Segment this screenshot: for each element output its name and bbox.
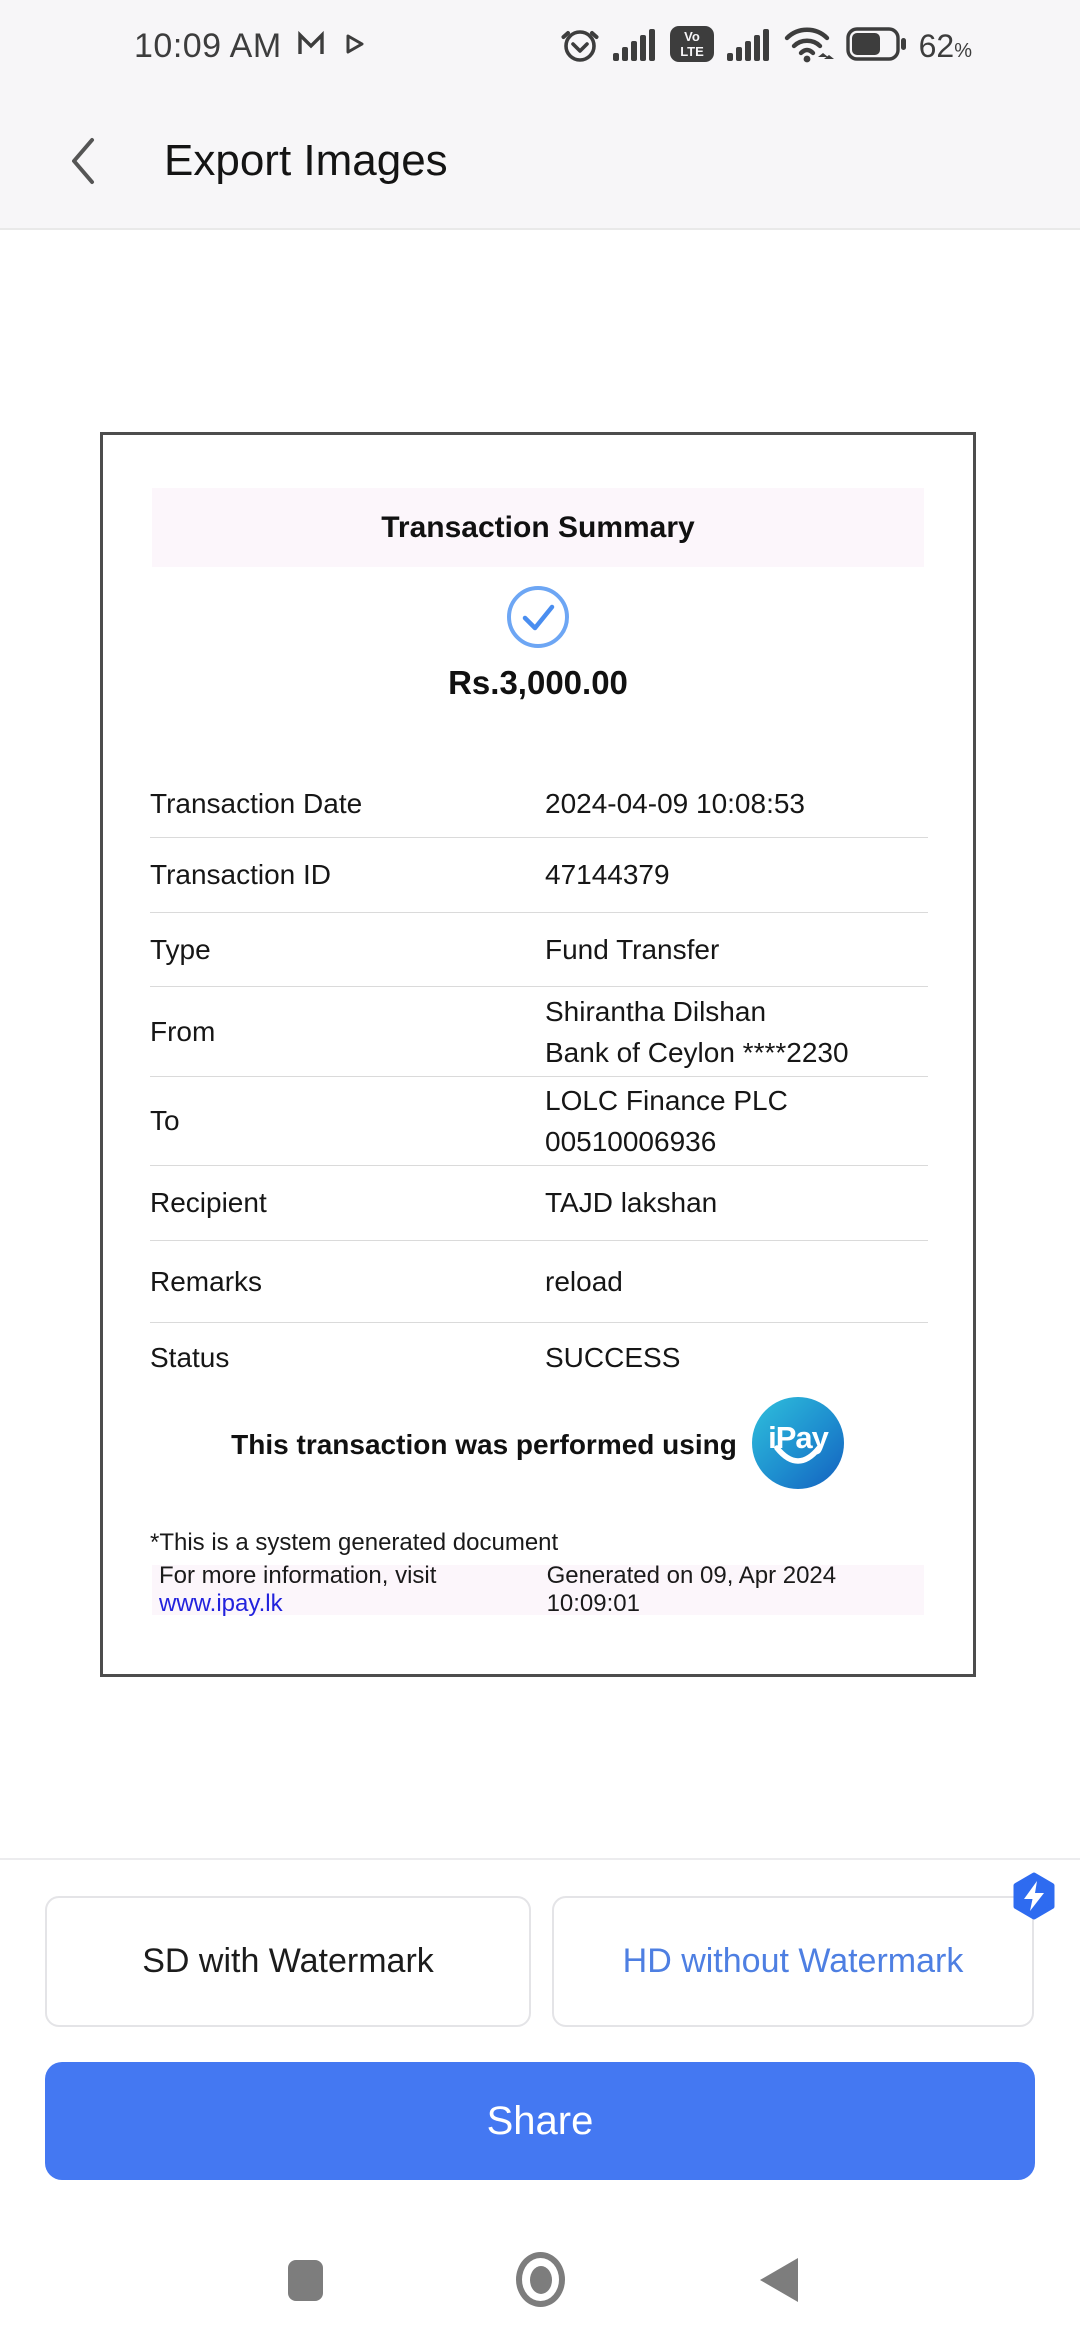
gmail-notification-icon: [294, 27, 328, 66]
row-value: 2024-04-09 10:08:53: [545, 787, 805, 819]
panel-divider: [0, 1858, 1080, 1860]
row-value: LOLC Finance PLC 00510006936: [545, 1085, 788, 1157]
row-label: Remarks: [150, 1265, 263, 1297]
table-row: [150, 987, 928, 1077]
share-button[interactable]: Share: [45, 2062, 1035, 2180]
row-value: Shirantha Dilshan Bank of Ceylon ****2230: [545, 995, 849, 1068]
transaction-amount: Rs.3,000.00: [448, 664, 628, 701]
table-row: [150, 770, 928, 838]
status-bar-right: [559, 23, 972, 70]
battery-icon: [846, 26, 908, 67]
status-bar: [0, 0, 1080, 92]
table-row: [150, 1166, 928, 1241]
performed-using-text: This transaction was performed using: [231, 1429, 737, 1460]
wifi-icon: [783, 23, 835, 70]
play-notification-icon: [340, 30, 368, 63]
table-row: [150, 1077, 928, 1166]
row-value: 47144379: [545, 859, 670, 890]
nav-home-dot: [530, 2266, 552, 2294]
signal-strength-icon: [612, 24, 658, 69]
row-label: Status: [150, 1342, 230, 1373]
row-label: Recipient: [150, 1187, 267, 1218]
receipt-title: Transaction Summary: [381, 510, 695, 544]
transaction-receipt-card: [100, 432, 976, 1677]
row-label: Type: [150, 933, 211, 965]
ipay-logo: [751, 1396, 845, 1495]
table-row: [150, 1323, 928, 1393]
hd-without-watermark-button[interactable]: HD without Watermark: [552, 1896, 1034, 2027]
receipt-banner: [152, 488, 924, 567]
row-label: From: [150, 1015, 216, 1047]
battery-percent-text: 62%: [918, 27, 972, 64]
premium-lightning-badge-icon[interactable]: [1010, 1872, 1058, 1920]
row-value: Fund Transfer: [545, 933, 720, 965]
svg-text:iPay: iPay: [767, 1419, 828, 1455]
signal-strength-icon-2: [726, 24, 772, 69]
table-row: [150, 838, 928, 913]
row-label: To: [150, 1105, 180, 1136]
ipay-link[interactable]: www.ipay.lk: [159, 1590, 283, 1617]
nav-recents-button[interactable]: [288, 2260, 323, 2301]
svg-text:Vo: Vo: [683, 28, 700, 44]
status-value: SUCCESS: [545, 1342, 681, 1373]
status-bar-left: [134, 27, 368, 66]
nav-home-button[interactable]: [516, 2252, 565, 2307]
clock-text: 10:09 AM: [134, 26, 282, 65]
sd-with-watermark-button[interactable]: SD with Watermark: [45, 1896, 531, 2027]
volte-icon: [669, 23, 715, 70]
nav-back-button[interactable]: [760, 2258, 798, 2302]
back-button[interactable]: [62, 132, 106, 190]
system-generated-note: *This is a system generated document: [150, 1529, 559, 1556]
row-label: Transaction Date: [150, 787, 363, 819]
performed-using-row: [103, 1398, 973, 1492]
success-check-icon: [505, 584, 571, 655]
page-title: Export Images: [164, 136, 448, 185]
generated-timestamp: Generated on 09, Apr 2024 10:09:01: [546, 1562, 837, 1617]
row-label: Transaction ID: [150, 859, 332, 890]
app-header: [0, 92, 1080, 230]
top-region: [0, 0, 1080, 230]
receipt-footer-band: [152, 1562, 924, 1617]
svg-text:LTE: LTE: [679, 43, 704, 59]
table-row: [150, 1241, 928, 1323]
more-info-text: For more information, visit www.ipay.lk: [159, 1562, 437, 1617]
table-row: [150, 913, 928, 987]
row-value: reload: [545, 1265, 623, 1297]
transaction-details-table: [150, 770, 928, 1393]
row-value: TAJD lakshan: [545, 1187, 718, 1218]
alarm-icon: [559, 23, 601, 70]
